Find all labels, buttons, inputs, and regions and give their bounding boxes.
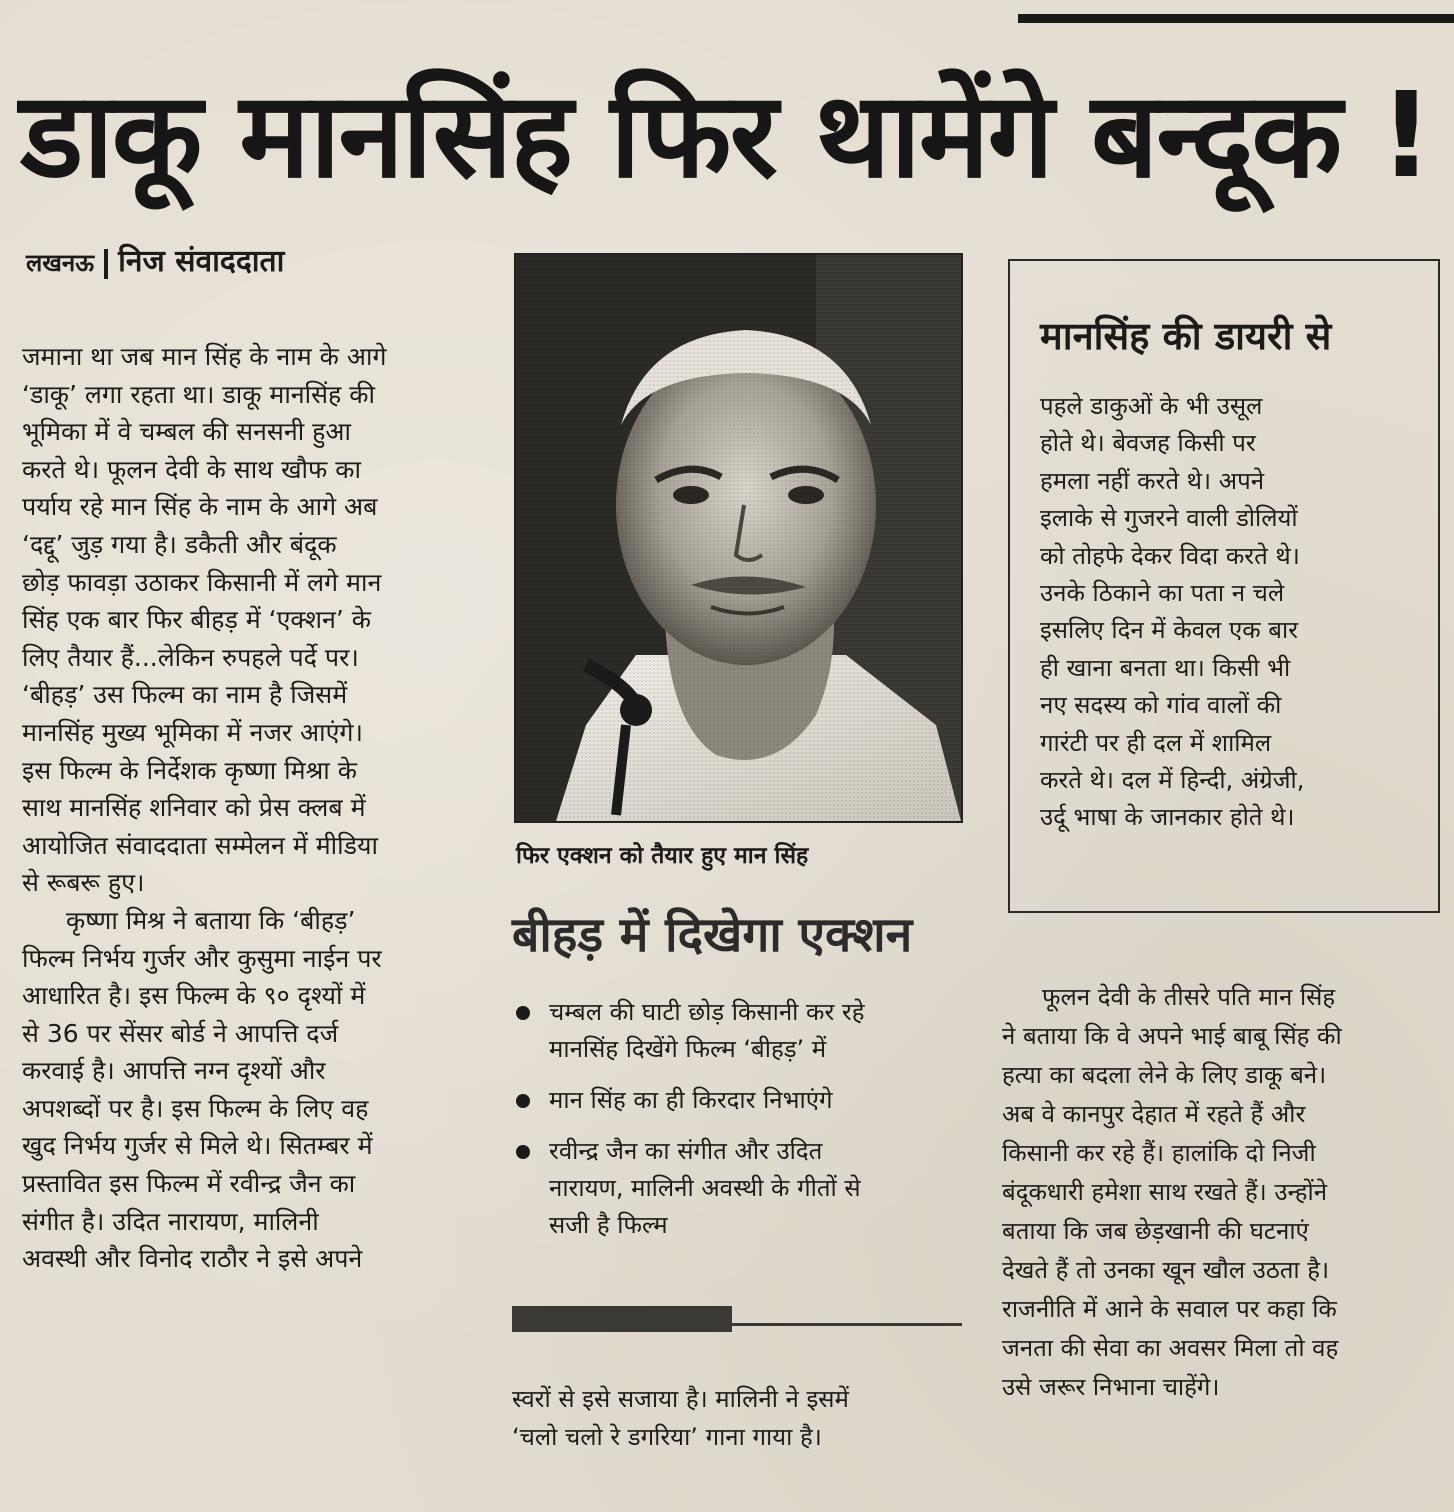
top-rule: [1018, 14, 1454, 23]
text-line: खुद निर्भय गुर्जर से मिले थे। सितम्बर में: [22, 1131, 373, 1161]
list-item: [512, 1133, 962, 1244]
bullet-icon: [516, 1006, 530, 1020]
right-column: [1002, 978, 1448, 1407]
diary-box-text: [1040, 388, 1430, 837]
text-line: अपशब्दों पर है। इस फिल्म के लिए वह: [22, 1093, 369, 1123]
text-line: गारंटी पर ही दल में शामिल: [1040, 728, 1272, 757]
text-line: संगीत है। उदित नारायण, मालिनी: [22, 1206, 319, 1236]
portrait-image: [516, 255, 961, 821]
text-line: होते थे। बेवजह किसी पर: [1040, 429, 1256, 458]
text-line: साथ मानसिंह शनिवार को प्रेस क्लब में: [22, 793, 366, 823]
text-line: पर्याय रहे मान सिंह के नाम के आगे अब: [22, 492, 378, 522]
text-line: आयोजित संवाददाता सम्मेलन में मीडिया: [22, 830, 378, 860]
text-line: आधारित है। इस फिल्म के ९० दृश्यों में: [22, 981, 366, 1011]
text-line: उनके ठिकाने का पता न चले: [1040, 579, 1285, 608]
section-divider: [512, 1306, 962, 1332]
byline-reporter: निज संवाददाता: [118, 244, 285, 279]
text-line: से 36 पर सेंसर बोर्ड ने आपत्ति दर्ज: [22, 1018, 339, 1048]
text-line: इस फिल्म के निर्देशक कृष्णा मिश्रा के: [22, 755, 357, 785]
text-line: इलाके से गुजरने वाली डोलियों: [1040, 504, 1298, 533]
text-line: रवीन्द्र जैन का संगीत और उदित: [549, 1137, 823, 1165]
text-line: लिए तैयार हैं...लेकिन रुपहले पर्दे पर।: [22, 642, 359, 672]
text-line: इसलिए दिन में केवल एक बार: [1040, 616, 1299, 645]
subheading: बीहड़ में दिखेगा एक्शन: [512, 907, 913, 963]
byline-location: लखनऊ: [26, 249, 95, 277]
highlights-list: [512, 994, 962, 1258]
text-line: जनता की सेवा का अवसर मिला तो वह: [1002, 1334, 1339, 1362]
text-line: सजी है फिल्म: [549, 1211, 668, 1239]
text-line: से रूबरू हुए।: [22, 868, 145, 898]
text-line: स्वरों से इसे सजाया है। मालिनी ने इसमें: [512, 1385, 849, 1413]
text-line: उर्दू भाषा के जानकार होते थे।: [1040, 803, 1295, 832]
portrait-photo: [514, 253, 963, 823]
text-line: ने बताया कि वे अपने भाई बाबू सिंह की: [1002, 1022, 1342, 1050]
diary-box-title: मानसिंह की डायरी से: [1040, 314, 1332, 358]
text-line: फूलन देवी के तीसरे पति मान सिंह: [1042, 983, 1336, 1011]
text-line: ‘चलो चलो रे डगरिया’ गाना गाया है।: [512, 1422, 822, 1451]
text-line: मानसिंह मुख्य भूमिका में नजर आएंगे।: [22, 717, 363, 747]
text-line: चम्बल की घाटी छोड़ किसानी कर रहे: [549, 998, 865, 1026]
text-line: जमाना था जब मान सिंह के नाम के आगे: [22, 342, 387, 371]
headline: डाकू मानसिंह फिर थामेंगे बन्दूक !: [20, 66, 1432, 204]
text-line: मान सिंह का ही किरदार निभाएंगे: [549, 1086, 833, 1114]
list-item: [512, 994, 962, 1068]
text-line: कृष्णा मिश्र ने बताया कि ‘बीहड़’: [66, 905, 356, 935]
text-line: करते थे। फूलन देवी के साथ खौफ का: [22, 454, 361, 484]
text-line: प्रस्तावित इस फिल्म में रवीन्द्र जैन का: [22, 1169, 356, 1199]
list-item: [512, 1082, 962, 1119]
text-line: करवाई है। आपत्ति नग्न दृश्यों और: [22, 1056, 326, 1086]
text-line: भूमिका में वे चम्बल की सनसनी हुआ: [22, 417, 351, 447]
text-line: ‘डाकू’ लगा रहता था। डाकू मानसिंह की: [22, 379, 375, 409]
left-para-2: [22, 902, 482, 1278]
middle-continuation: [512, 1381, 962, 1456]
left-para-1: [22, 338, 482, 902]
divider-bar: [512, 1306, 732, 1332]
photo-caption: फिर एक्शन को तैयार हुए मान सिंह: [516, 843, 809, 869]
text-line: ‘दद्दू’ जुड़ गया है। डकैती और बंदूक: [22, 529, 337, 559]
text-line: ही खाना बनता था। किसी भी: [1040, 653, 1291, 682]
text-line: बताया कि जब छेड़खानी की घटनाएं: [1002, 1217, 1309, 1245]
text-line: छोड़ फावड़ा उठाकर किसानी में लगे मान: [22, 567, 382, 597]
text-line: देखते हैं तो उनका खून खौल उठता है।: [1002, 1256, 1330, 1284]
left-column: [22, 338, 482, 1278]
divider-line: [732, 1323, 962, 1326]
text-line: अवस्थी और विनोद राठौर ने इसे अपने: [22, 1244, 363, 1274]
text-line: हत्या का बदला लेने के लिए डाकू बने।: [1002, 1061, 1327, 1089]
text-line: करते थे। दल में हिन्दी, अंग्रेजी,: [1040, 766, 1305, 795]
bullet-icon: [516, 1094, 530, 1108]
text-line: अब वे कानपुर देहात में रहते हैं और: [1002, 1100, 1306, 1128]
text-line: मानसिंह दिखेंगे फिल्म ‘बीहड़’ में: [549, 1035, 827, 1063]
byline: [26, 244, 284, 280]
text-line: हमला नहीं करते थे। अपने: [1040, 466, 1265, 495]
text-line: फिल्म निर्भय गुर्जर और कुसुमा नाईन पर: [22, 943, 382, 973]
byline-separator: [104, 249, 108, 279]
text-line: बंदूकधारी हमेशा साथ रखते हैं। उन्होंने: [1002, 1178, 1328, 1206]
text-line: ‘बीहड़’ उस फिल्म का नाम है जिसमें: [22, 680, 348, 710]
text-line: उसे जरूर निभाना चाहेंगे।: [1002, 1373, 1220, 1401]
text-line: राजनीति में आने के सवाल पर कहा कि: [1002, 1295, 1337, 1323]
text-line: नारायण, मालिनी अवस्थी के गीतों से: [549, 1174, 861, 1202]
text-line: नए सदस्य को गांव वालों की: [1040, 691, 1282, 720]
text-line: को तोहफे देकर विदा करते थे।: [1040, 541, 1300, 570]
text-line: सिंह एक बार फिर बीहड़ में ‘एक्शन’ के: [22, 605, 371, 635]
text-line: पहले डाकुओं के भी उसूल: [1040, 392, 1263, 420]
text-line: किसानी कर रहे हैं। हालांकि दो निजी: [1002, 1139, 1316, 1167]
bullet-icon: [516, 1145, 530, 1159]
